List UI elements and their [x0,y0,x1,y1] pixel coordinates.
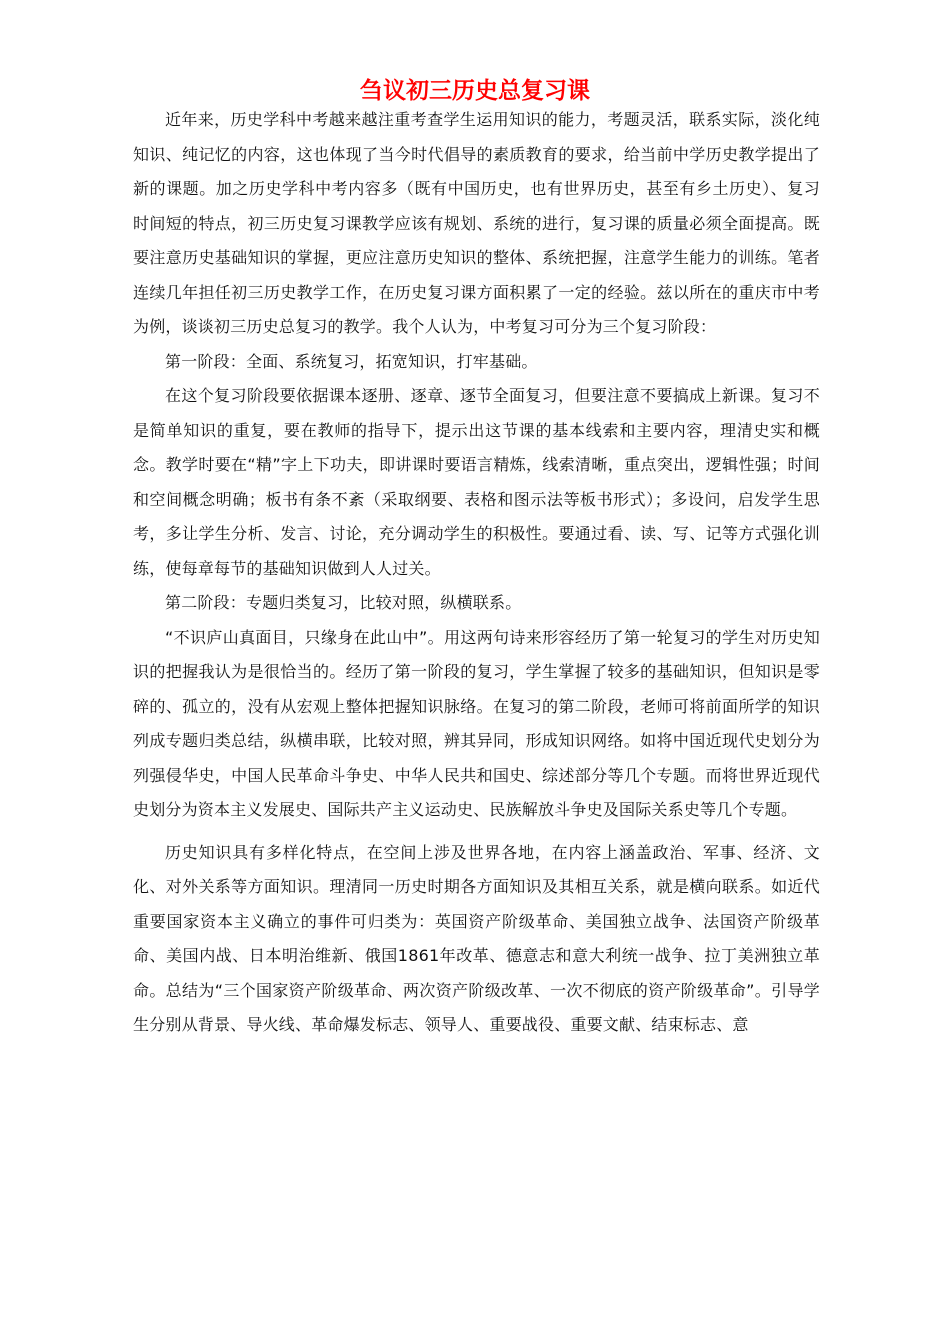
document-body [133,103,820,1043]
document-title: 刍议初三历史总复习课 [360,78,590,104]
paragraph-stage-one-heading: 第一阶段：全面、系统复习，拓宽知识，打牢基础。 [165,351,538,371]
paragraph-intro: 近年来，历史学科中考越来越注重考查学生运用知识的能力，考题灵活，联系实际，淡化纯知识、纯记忆的内容，这也体现了当今时代倡导的素质教育的要求，给当前中学历史教学提出了新的课题。加之历史学科中考内容多（既有中国历史，也有世界历史，甚至有乡土历史）、复习时间短的特点，初三历史复习课教学应该有规划、系统的进行，复习课的质量必须全面提高。既要注意历史基础知识的掌握，更应注意历史知识的整体、系统把握，注意学生能力的训练。笔者连续几年担任初三历史教学工作，在历史复习课方面积累了一定的经验。兹以所在的重庆市中考为例，谈谈初三历史总复习的教学。我个人认为，中考复习可分为三个复习阶段： [133,110,820,336]
paragraph-stage-two-heading: 第二阶段：专题归类复习，比较对照，纵横联系。 [165,593,522,612]
paragraph-stage-one-body: 在这个复习阶段要依据课本逐册、逐章、逐节全面复习，但要注意不要搞成上新课。复习不是简单知识的重复，要在教师的指导下，提示出这节课的基本线索和主要内容，理清史实和概念。教学时要在“精”字上下功夫，即讲课时要语言精炼，线索清晰，重点突出，逻辑性强；时间和空间概念明确；板书有条不紊（采取纲要、表格和图示法等板书形式）；多设问，启发学生思考，多让学生分析、发言、讨论，充分调动学生的积极性。要通过看、读、写、记等方式强化训练，使每章每节的基础知识做到人人过关。 [133,386,820,578]
paragraph-horizontal-links: 历史知识具有多样化特点，在空间上涉及世界各地，在内容上涵盖政治、军事、经济、文化、对外关系等方面知识。理清同一历史时期各方面知识及其相互关系，就是横向联系。如近代重要国家资本主义确立的事件可归类为：英国资产阶级革命、美国独立战争、法国资产阶级革命、美国内战、日本明治维新、俄国1861年改革、德意志和意大利统一战争、拉丁美洲独立革命。总结为“三个国家资产阶级革命、两次资产阶级改革、一次不彻底的资产阶级革命”。引导学生分别从背景、导火线、革命爆发标志、领导人、重要战役、重要文献、结束标志、意 [133,842,820,1034]
paragraph-stage-two-body: “不识庐山真面目，只缘身在此山中”。用这两句诗来形容经历了第一轮复习的学生对历史知识的把握我认为是很恰当的。经历了第一阶段的复习，学生掌握了较多的基础知识，但知识是零碎的、孤立的，没有从宏观上整体把握知识脉络。在复习的第二阶段，老师可将前面所学的知识列成专题归类总结，纵横串联，比较对照，辨其异同，形成知识网络。如将中国近现代史划分为列强侵华史，中国人民革命斗争史、中华人民共和国史、综述部分等几个专题。而将世界近现代史划分为资本主义发展史、国际共产主义运动史、民族解放斗争史及国际关系史等几个专题。 [133,627,820,819]
